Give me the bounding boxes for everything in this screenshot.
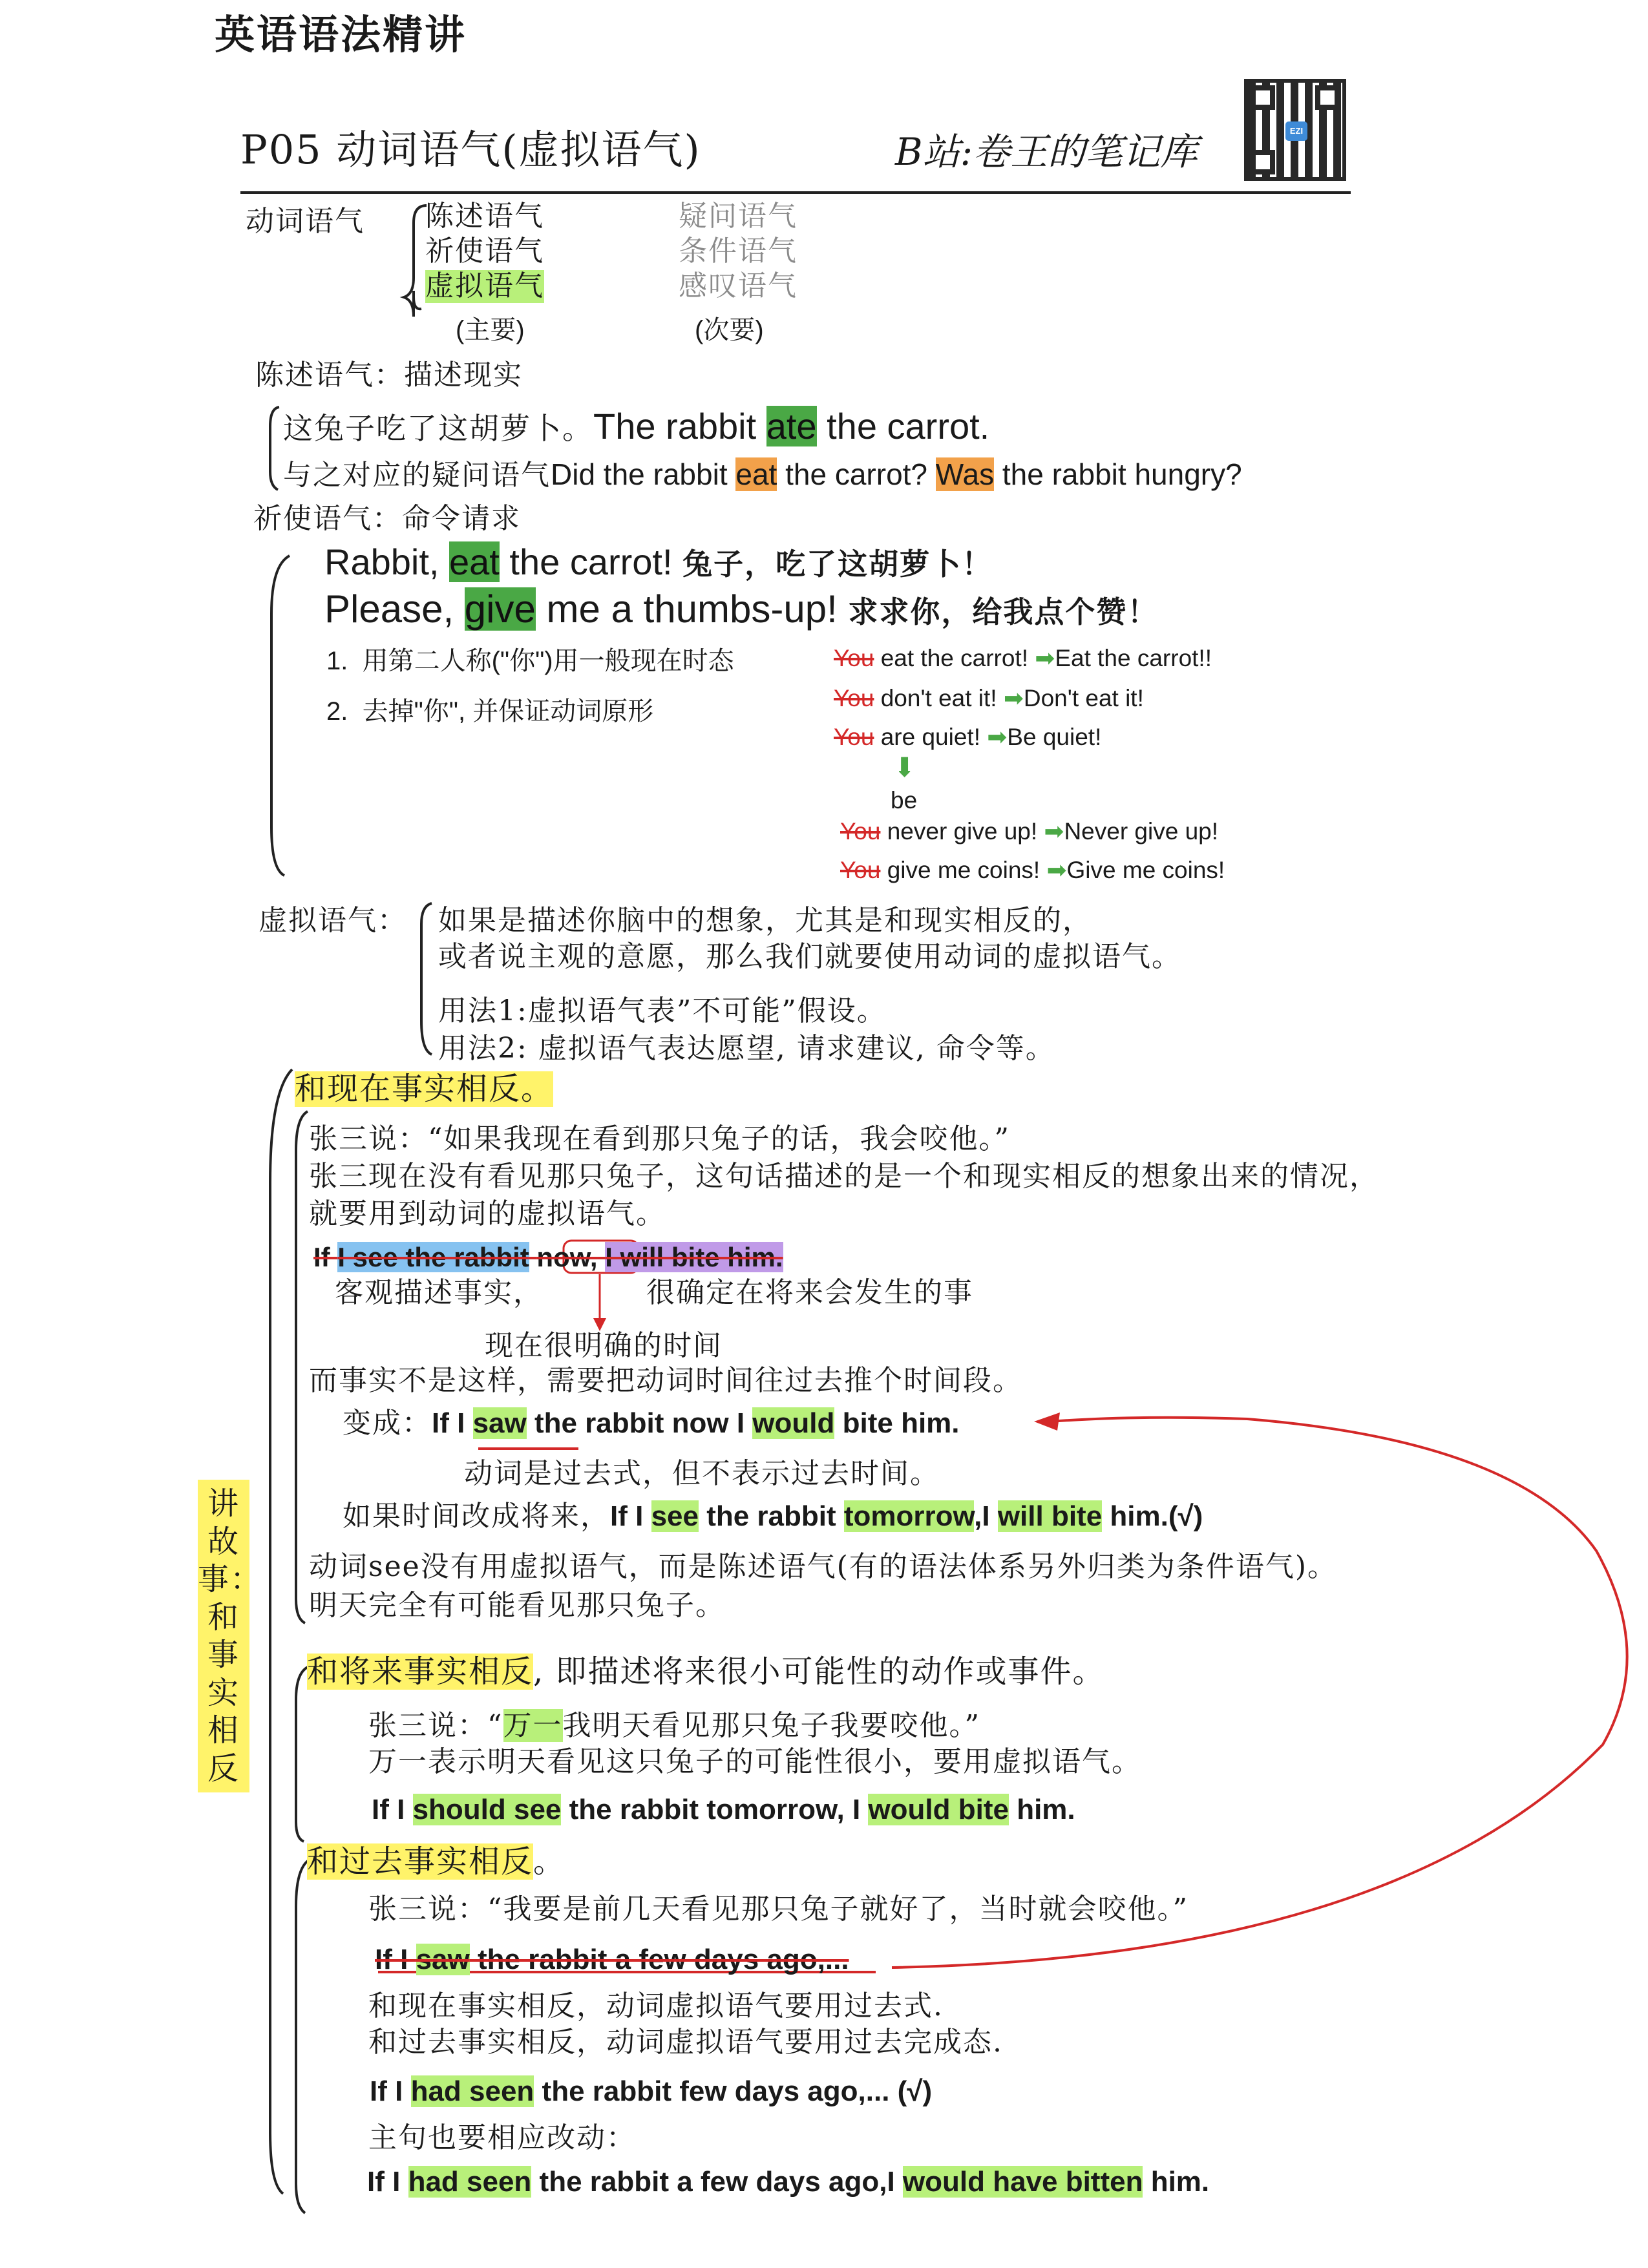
imp-conv-2-result: Don't eat it!	[1023, 685, 1144, 711]
imp-ex2-a: Please,	[324, 587, 465, 631]
mood-imperative: 祈使语气	[425, 235, 544, 268]
past-rule-2: 和过去事实相反，动词虚拟语气要用过去完成态.	[368, 2026, 1003, 2059]
present-push: 而事实不是这样，需要把动词时间往过去推个时间段。	[309, 1364, 1022, 1397]
imp-conv-2-orig: don't eat it!	[874, 685, 1004, 711]
past-form-note: 动词是过去式，但不表示过去时间。	[464, 1457, 940, 1490]
lesson-title: P05 动词语气(虚拟语气)	[240, 126, 701, 173]
present-brace	[296, 1111, 308, 1623]
pr-c: the rabbit now I	[526, 1407, 753, 1439]
right-arrow-icon: ➡	[1046, 857, 1067, 883]
imp-rule-2-num: 2.	[326, 697, 348, 726]
imp-rule-2-text: 去掉"你", 并保证动词原形	[362, 697, 654, 726]
moods-label: 动词语气	[246, 205, 364, 238]
mood-conditional: 条件语气	[679, 235, 798, 268]
present-outer-brace	[270, 1069, 292, 2194]
mood-subjunctive: 虚拟语气	[425, 269, 544, 302]
present-correct-sentence	[343, 1407, 960, 1440]
future-wanyi: 万一	[503, 1709, 563, 1742]
right-arrow-icon: ➡	[1003, 685, 1024, 711]
main-caption: (主要)	[456, 316, 525, 344]
arrow-head-present	[1034, 1412, 1060, 1431]
tm-zh: 如果时间改成将来，	[343, 1500, 610, 1533]
indicative-ex1-zh: 这兔子吃了这胡萝卜。	[283, 411, 593, 446]
pw-now: now,	[536, 1242, 598, 1272]
indicative-ex2-e: the rabbit hungry?	[994, 457, 1242, 491]
qr-finder-tr	[1315, 85, 1340, 110]
imp-conv-1-orig: eat the carrot!	[874, 645, 1035, 671]
indicative-ex2-was: Was	[935, 457, 995, 491]
note-sure-future: 很确定在将来会发生的事	[646, 1276, 973, 1309]
past-rule-1: 和现在事实相反，动词虚拟语气要用过去式.	[368, 1990, 944, 2022]
tomorrow-sentence	[343, 1500, 1203, 1533]
imp-rule-1-text: 用第二人称("你")用一般现在时态	[362, 647, 734, 675]
imperative-example-1	[324, 541, 993, 583]
past-example-1	[370, 2075, 932, 2108]
imp-conv-5-result: Give me coins!	[1066, 857, 1225, 883]
mood-exclamatory: 感叹语气	[679, 269, 798, 302]
minor-caption: (次要)	[695, 316, 764, 344]
imp-conv-4-result: Never give up!	[1064, 818, 1219, 845]
imp-conv-5-orig: give me coins!	[880, 857, 1047, 883]
indicative-brace	[270, 407, 279, 490]
note-clear-time: 现在很明确的时间	[485, 1329, 723, 1362]
pr-a: If I	[432, 1407, 473, 1439]
future-line-2: 万一表示明天看见这只兔子的可能性很小，要用虚拟语气。	[368, 1745, 1141, 1778]
channel-name: B站:卷王的笔记库	[895, 130, 1198, 174]
subjunctive-use-2: 用法2: 虚拟语气表达愿望, 请求建议, 命令等。	[438, 1032, 1055, 1065]
mood-indicative: 陈述语气	[425, 200, 544, 233]
tm-c: the rabbit	[698, 1500, 844, 1532]
tm-will-bite: will bite	[997, 1500, 1103, 1532]
pe2-e: him.	[1143, 2166, 1210, 2198]
imperative-example-2	[324, 587, 1158, 632]
right-arrow-icon: ➡	[1044, 818, 1064, 845]
pe2-a: If I	[367, 2166, 408, 2198]
future-line-1	[368, 1710, 980, 1743]
past-example-2	[367, 2166, 1209, 2199]
imp-rule-2	[326, 697, 653, 726]
moods-brace	[404, 205, 427, 317]
imp-ex1-a: Rabbit,	[324, 541, 449, 582]
imp-conv-1-result: Eat the carrot!!	[1055, 645, 1212, 671]
imp-conversion-3	[834, 724, 1101, 751]
indicative-example-2	[283, 457, 1242, 492]
imp-ex2-c: me a thumbs-up!	[535, 587, 849, 631]
imp-conv-2-you: You	[834, 685, 874, 711]
subjunctive-brace	[421, 903, 432, 1055]
pwr-saw: saw	[416, 1944, 470, 1975]
pr-e: bite him.	[834, 1407, 960, 1439]
down-arrow-icon: ⬇	[893, 751, 916, 783]
subjunctive-label: 虚拟语气：	[259, 904, 407, 937]
indicative-ex2-c: the carrot?	[777, 457, 936, 491]
past-wrong-sentence	[375, 1944, 849, 1977]
pwr-a: If I	[375, 1944, 416, 1975]
imp-conv-1-you: You	[834, 645, 874, 671]
imp-ex1-zh: 兔子，吃了这胡萝卜！	[682, 547, 993, 582]
fe-c: the rabbit tomorrow, I	[561, 1794, 869, 1825]
imp-rule-1-num: 1.	[326, 647, 348, 675]
moods-brace-lower	[414, 291, 421, 309]
tm-a: If I	[610, 1500, 651, 1532]
imp-conversion-4	[840, 818, 1218, 846]
tomorrow-note: 明天完全有可能看见那只兔子。	[309, 1589, 725, 1622]
future-l1c: 我明天看见那只兔子我要咬他。”	[562, 1709, 980, 1742]
tm-tomorrow: tomorrow	[843, 1500, 975, 1532]
present-line-2: 张三现在没有看见那只兔子，这句话描述的是一个和现实相反的想象出来的情况，	[309, 1160, 1379, 1193]
past-title-rest: 。	[533, 1843, 566, 1880]
past-line-1: 张三说：“我要是前几天看见那只兔子就好了，当时就会咬他。”	[368, 1893, 1188, 1926]
future-example	[372, 1794, 1075, 1827]
subjunctive-use-1: 用法1:虚拟语气表”不可能”假设。	[438, 994, 887, 1027]
subjunctive-def-1: 如果是描述你脑中的想象，尤其是和现实相反的，	[438, 904, 1092, 937]
imp-conv-3-orig: are quiet!	[874, 724, 988, 750]
imp-conversion-1	[834, 645, 1212, 673]
imp-conv-3-result: Be quiet!	[1007, 724, 1102, 750]
imperative-title: 祈使语气：命令请求	[253, 502, 521, 535]
indicative-ex1-a: The rabbit	[593, 406, 766, 446]
main-clause-note: 主句也要相应改动：	[368, 2121, 636, 2154]
doc-title: 英语语法精讲	[215, 11, 467, 58]
pw-a: If	[313, 1242, 338, 1272]
pr-would: would	[752, 1407, 835, 1439]
past-heading	[307, 1844, 565, 1880]
present-line-1: 张三说：“如果我现在看到那只兔子的话，我会咬他。”	[309, 1122, 1010, 1155]
pw-c	[529, 1242, 537, 1272]
side-label-text: 讲故事：和事实相反	[198, 1486, 263, 1787]
pw-main: I will bite him.	[605, 1242, 783, 1272]
present-wrong-sentence	[313, 1242, 783, 1273]
side-label	[198, 1480, 263, 1792]
future-l1a: 张三说：“	[368, 1709, 503, 1742]
pe1-a: If I	[370, 2075, 411, 2107]
note-objective: 客观描述事实，	[335, 1276, 543, 1309]
imp-conversion-5	[840, 857, 1225, 885]
tm-e: ,I	[974, 1500, 998, 1532]
imp-ex1-verb: eat	[449, 541, 500, 582]
qr-code[interactable]	[1244, 79, 1346, 181]
imp-rule-1	[326, 646, 734, 676]
qr-badge: EZI	[1285, 121, 1307, 141]
future-title-rest: , 即描述将来很小可能性的动作或事件。	[533, 1654, 1105, 1690]
fe-a: If I	[372, 1794, 413, 1825]
qr-finder-bl	[1251, 150, 1275, 174]
pe2-had-seen: had seen	[408, 2166, 532, 2198]
imp-conv-3-you: You	[834, 724, 874, 750]
see-note: 动词see没有用虚拟语气，而是陈述语气(有的语法体系另外归类为条件语气)。	[309, 1550, 1337, 1583]
indicative-ex1-verb: ate	[766, 406, 817, 446]
imp-ex2-verb: give	[464, 587, 536, 631]
pw-e	[598, 1242, 606, 1272]
present-line-3: 就要用到动词的虚拟语气。	[309, 1197, 666, 1230]
indicative-ex2-a: Did the rabbit	[551, 457, 736, 491]
qr-finder-tl	[1251, 85, 1275, 110]
past-title: 和过去事实相反	[307, 1843, 534, 1880]
pe2-c: the rabbit a few days ago,I	[531, 2166, 903, 2198]
pe1-c: the rabbit few days ago,... (√)	[534, 2075, 933, 2107]
imp-conversion-2	[834, 685, 1144, 713]
future-title: 和将来事实相反	[307, 1654, 534, 1690]
subjunctive-def-2: 或者说主观的意愿，那么我们就要使用动词的虚拟语气。	[438, 940, 1181, 973]
past-brace	[296, 1861, 308, 2213]
tm-g: him.(√)	[1102, 1500, 1203, 1532]
pe2-would-have-bitten: would have bitten	[902, 2166, 1143, 2198]
imp-ex1-c: the carrot!	[499, 541, 683, 582]
present-title: 和现在事实相反。	[295, 1071, 554, 1107]
pw-clause: I see the rabbit	[337, 1242, 529, 1272]
fe-e: him.	[1008, 1794, 1075, 1825]
imp-ex2-zh: 求求你，给我点个赞！	[848, 594, 1159, 629]
mood-interrogative: 疑问语气	[679, 200, 798, 233]
fe-should-see: should see	[412, 1794, 562, 1825]
imperative-brace	[271, 556, 290, 876]
indicative-ex1-c: the carrot.	[816, 406, 990, 446]
pwr-c: the rabbit a few days ago,...	[469, 1944, 849, 1975]
imp-conv-4-orig: never give up!	[880, 818, 1044, 845]
right-arrow-icon: ➡	[987, 724, 1008, 750]
indicative-title: 陈述语气：描述现实	[255, 359, 523, 392]
pr-saw: saw	[472, 1407, 527, 1439]
be-note: be	[891, 787, 918, 814]
indicative-ex2-zh: 与之对应的疑问语气	[283, 459, 551, 492]
pe1-had-seen: had seen	[410, 2075, 534, 2107]
tm-see: see	[651, 1500, 699, 1532]
future-brace	[296, 1667, 308, 1842]
future-heading	[307, 1654, 1105, 1690]
indicative-ex2-verb: eat	[735, 457, 777, 491]
imp-conv-4-you: You	[840, 818, 881, 845]
fe-would-bite: would bite	[868, 1794, 1009, 1825]
change-label: 变成：	[343, 1407, 432, 1440]
imp-conv-5-you: You	[840, 857, 881, 883]
indicative-example-1	[283, 406, 989, 448]
right-arrow-icon: ➡	[1035, 645, 1055, 671]
